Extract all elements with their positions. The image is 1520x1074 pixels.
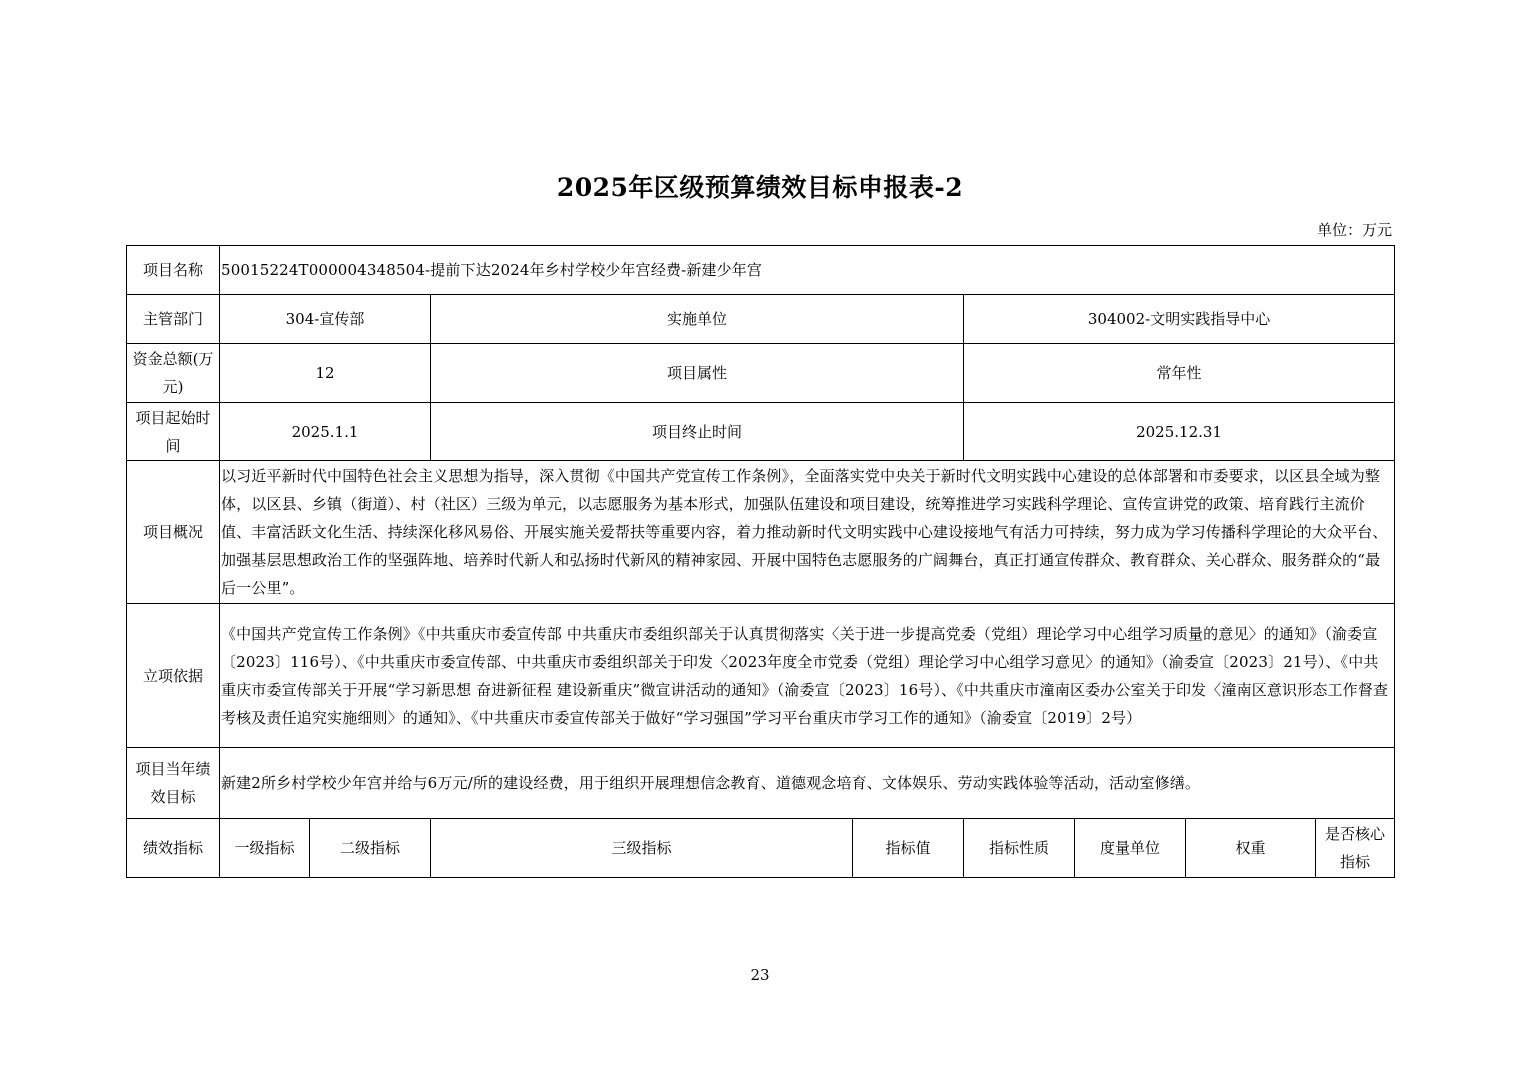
project-attribute-label: 项目属性 bbox=[431, 344, 964, 403]
indicator-header-nature: 指标性质 bbox=[964, 819, 1075, 878]
department-value: 304-宣传部 bbox=[220, 295, 431, 344]
goal-row bbox=[127, 748, 1395, 819]
department-label: 主管部门 bbox=[127, 295, 220, 344]
unit-label: 单位：万元 bbox=[1316, 221, 1392, 239]
indicator-header-unit: 度量单位 bbox=[1075, 819, 1186, 878]
basis-label: 立项依据 bbox=[127, 604, 220, 748]
period-row bbox=[127, 403, 1395, 461]
page-title: 2025年区级预算绩效目标申报表-2 bbox=[556, 173, 964, 202]
department-row bbox=[127, 295, 1395, 344]
project-name-value: 50015224T000004348504-提前下达2024年乡村学校少年宫经费-新建少年宫 bbox=[220, 246, 1395, 295]
start-time-label: 项目起始时间 bbox=[127, 403, 220, 461]
indicator-header-weight: 权重 bbox=[1186, 819, 1316, 878]
indicator-header-level3: 三级指标 bbox=[431, 819, 853, 878]
indicator-header-core: 是否核心指标 bbox=[1316, 819, 1395, 878]
funding-label: 资金总额(万元) bbox=[127, 344, 220, 403]
overview-label: 项目概况 bbox=[127, 461, 220, 604]
indicators-label: 绩效指标 bbox=[127, 819, 220, 878]
goal-text: 新建2所乡村学校少年宫并给与6万元/所的建设经费，用于组织开展理想信念教育、道德观念培育、文体娱乐、劳动实践体验等活动，活动室修缮。 bbox=[220, 748, 1395, 819]
funding-value: 12 bbox=[220, 344, 431, 403]
performance-target-table bbox=[126, 245, 1395, 878]
funding-row bbox=[127, 344, 1395, 403]
goal-label: 项目当年绩效目标 bbox=[127, 748, 220, 819]
implementing-unit-value: 304002-文明实践指导中心 bbox=[964, 295, 1395, 344]
basis-text: 《中国共产党宣传工作条例》《中共重庆市委宣传部 中共重庆市委组织部关于认真贯彻落实〈关于进一步提高党委（党组）理论学习中心组学习质量的意见〉的通知》（渝委宣〔2023〕116号）、《中共重庆市委宣传部、中共重庆市委组织部关于印发〈2023年度全市党委（党组）理论学习中心组学习意见〉的通知》（渝委宣〔2023〕21号）、《中共重庆市委宣传部关于开展“学习新思想 奋进新征程 建设新重庆”微宣讲活动的通知》（渝委宣〔2023〕16号）、《中共重庆市潼南区委办公室关于印发〈潼南区意识形态工作督查考核及责任追究实施细则〉的通知》、《中共重庆市委宣传部关于做好“学习强国”学习平台重庆市学习工作的通知》（渝委宣〔2019〕2号） bbox=[220, 604, 1395, 748]
indicator-header-level1: 一级指标 bbox=[220, 819, 310, 878]
page-number: 23 bbox=[750, 966, 770, 984]
end-time-value: 2025.12.31 bbox=[964, 403, 1395, 461]
basis-row bbox=[127, 604, 1395, 748]
project-name-row bbox=[127, 246, 1395, 295]
overview-text: 以习近平新时代中国特色社会主义思想为指导，深入贯彻《中国共产党宣传工作条例》，全面落实党中央关于新时代文明实践中心建设的总体部署和市委要求，以区县全域为整体，以区县、乡镇（街道）、村（社区）三级为单元，以志愿服务为基本形式，加强队伍建设和项目建设，统筹推进学习实践科学理论、宣传宣讲党的政策、培育践行主流价值、丰富活跃文化生活、持续深化移风易俗、开展实施关爱帮扶等重要内容，着力推动新时代文明实践中心建设接地气有活力可持续，努力成为学习传播科学理论的大众平台、加强基层思想政治工作的坚强阵地、培养时代新人和弘扬时代新风的精神家园、开展中国特色志愿服务的广阔舞台，真正打通宣传群众、教育群众、关心群众、服务群众的“最后一公里”。 bbox=[220, 461, 1395, 604]
overview-row bbox=[127, 461, 1395, 604]
indicator-header-value: 指标值 bbox=[853, 819, 964, 878]
indicator-header-level2: 二级指标 bbox=[310, 819, 431, 878]
project-attribute-value: 常年性 bbox=[964, 344, 1395, 403]
indicator-header-row bbox=[127, 819, 1395, 878]
start-time-value: 2025.1.1 bbox=[220, 403, 431, 461]
implementing-unit-label: 实施单位 bbox=[431, 295, 964, 344]
project-name-label: 项目名称 bbox=[127, 246, 220, 295]
end-time-label: 项目终止时间 bbox=[431, 403, 964, 461]
